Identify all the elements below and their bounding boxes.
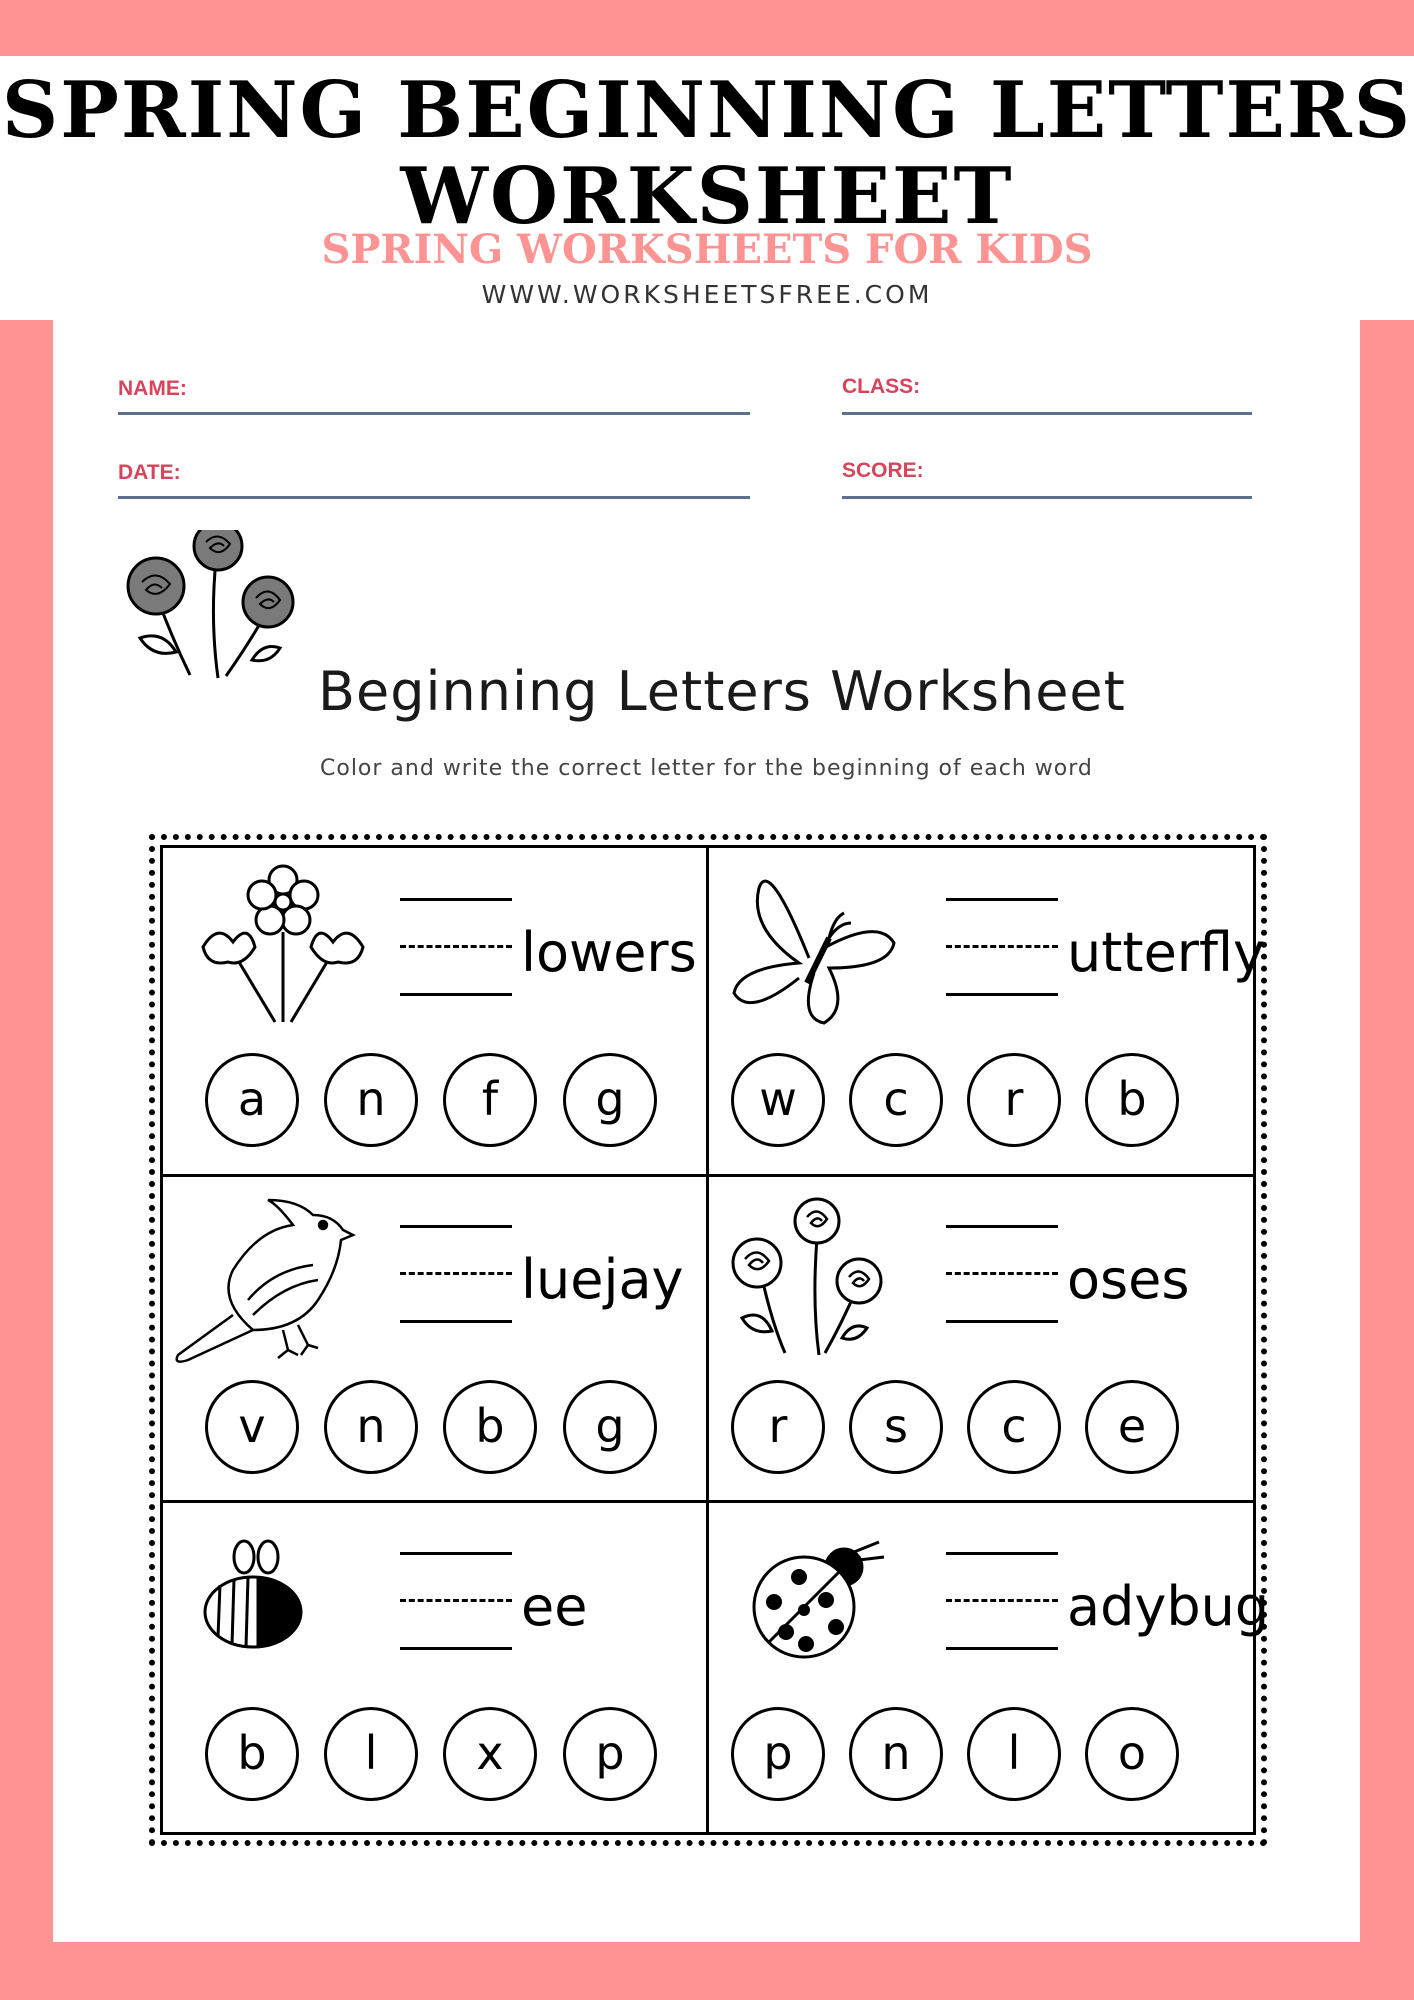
choice-circle[interactable]: n (849, 1707, 943, 1801)
answer-line-mid (946, 945, 1058, 948)
class-field[interactable] (842, 412, 1252, 415)
exercise-cell-butterfly (709, 848, 1265, 1176)
answer-blank[interactable] (400, 993, 512, 996)
exercise-cell-bee (163, 1502, 708, 1830)
answer-line-mid (400, 945, 512, 948)
page-subtitle: SPRING WORKSHEETS FOR KIDS (321, 226, 1093, 273)
answer-line-top (946, 898, 1058, 901)
ladybug-icon (744, 1522, 894, 1672)
website-link[interactable]: WWW.WORKSHEETSFREE.COM (481, 280, 933, 309)
worksheet-instructions: Color and write the correct letter for the beginning of each word (320, 756, 1093, 781)
exercise-cell-flowers (163, 848, 708, 1176)
word-ending: adybug (1067, 1575, 1270, 1638)
bluejay-icon (173, 1190, 373, 1370)
choice-circle[interactable]: n (324, 1380, 418, 1474)
choice-circle[interactable]: f (443, 1053, 537, 1147)
score-label: SCORE: (842, 459, 924, 482)
choice-circle[interactable]: c (967, 1380, 1061, 1474)
roses-icon (727, 1193, 897, 1363)
bee-icon (198, 1537, 318, 1657)
score-field[interactable] (842, 496, 1252, 499)
word-ending: utterfly (1067, 921, 1265, 984)
name-label: NAME: (118, 377, 187, 400)
choice-circle[interactable]: v (205, 1380, 299, 1474)
page-title-line-2: WORKSHEET (400, 151, 1014, 242)
class-label: CLASS: (842, 375, 921, 398)
word-ending: oses (1067, 1248, 1190, 1311)
choice-circle[interactable]: o (1085, 1707, 1179, 1801)
answer-blank[interactable] (400, 1647, 512, 1650)
answer-line-top (946, 1552, 1058, 1555)
exercise-cell-ladybug (709, 1502, 1270, 1830)
choice-circle[interactable]: s (849, 1380, 943, 1474)
exercise-cell-bluejay (163, 1175, 708, 1503)
choice-circle[interactable]: r (731, 1380, 825, 1474)
flowers-icon (183, 862, 383, 1032)
answer-blank[interactable] (946, 993, 1058, 996)
header-roses-icon (118, 530, 308, 680)
choice-circle[interactable]: g (563, 1053, 657, 1147)
word-ending: luejay (521, 1248, 684, 1311)
choice-circle[interactable]: l (324, 1707, 418, 1801)
exercise-cell-roses (709, 1175, 1254, 1503)
choice-circle[interactable]: p (731, 1707, 825, 1801)
choice-circle[interactable]: w (731, 1053, 825, 1147)
word-ending: ee (521, 1575, 588, 1638)
name-field[interactable] (118, 412, 750, 415)
worksheet-title: Beginning Letters Worksheet (318, 660, 1126, 723)
choice-circle[interactable]: e (1085, 1380, 1179, 1474)
answer-line-mid (946, 1599, 1058, 1602)
answer-line-mid (400, 1272, 512, 1275)
butterfly-icon (729, 868, 909, 1038)
answer-blank[interactable] (400, 1320, 512, 1323)
answer-line-mid (946, 1272, 1058, 1275)
choice-circle[interactable]: n (324, 1053, 418, 1147)
answer-blank[interactable] (946, 1647, 1058, 1650)
choice-circle[interactable]: a (205, 1053, 299, 1147)
choice-circle[interactable]: b (205, 1707, 299, 1801)
word-ending: lowers (521, 921, 697, 984)
date-label: DATE: (118, 461, 181, 484)
answer-blank[interactable] (946, 1320, 1058, 1323)
exercise-grid (160, 845, 1270, 1835)
answer-line-top (400, 1225, 512, 1228)
choice-circle[interactable]: x (443, 1707, 537, 1801)
answer-line-top (400, 1552, 512, 1555)
choice-circle[interactable]: p (563, 1707, 657, 1801)
date-field[interactable] (118, 496, 750, 499)
answer-line-top (946, 1225, 1058, 1228)
choice-circle[interactable]: b (443, 1380, 537, 1474)
answer-line-top (400, 898, 512, 901)
choice-circle[interactable]: r (967, 1053, 1061, 1147)
answer-line-mid (400, 1599, 512, 1602)
choice-circle[interactable]: g (563, 1380, 657, 1474)
choice-circle[interactable]: b (1085, 1053, 1179, 1147)
choice-circle[interactable]: l (967, 1707, 1061, 1801)
top-band (0, 0, 1414, 56)
choice-circle[interactable]: c (849, 1053, 943, 1147)
page-title-line-1: SPRING BEGINNING LETTERS (1, 65, 1413, 156)
